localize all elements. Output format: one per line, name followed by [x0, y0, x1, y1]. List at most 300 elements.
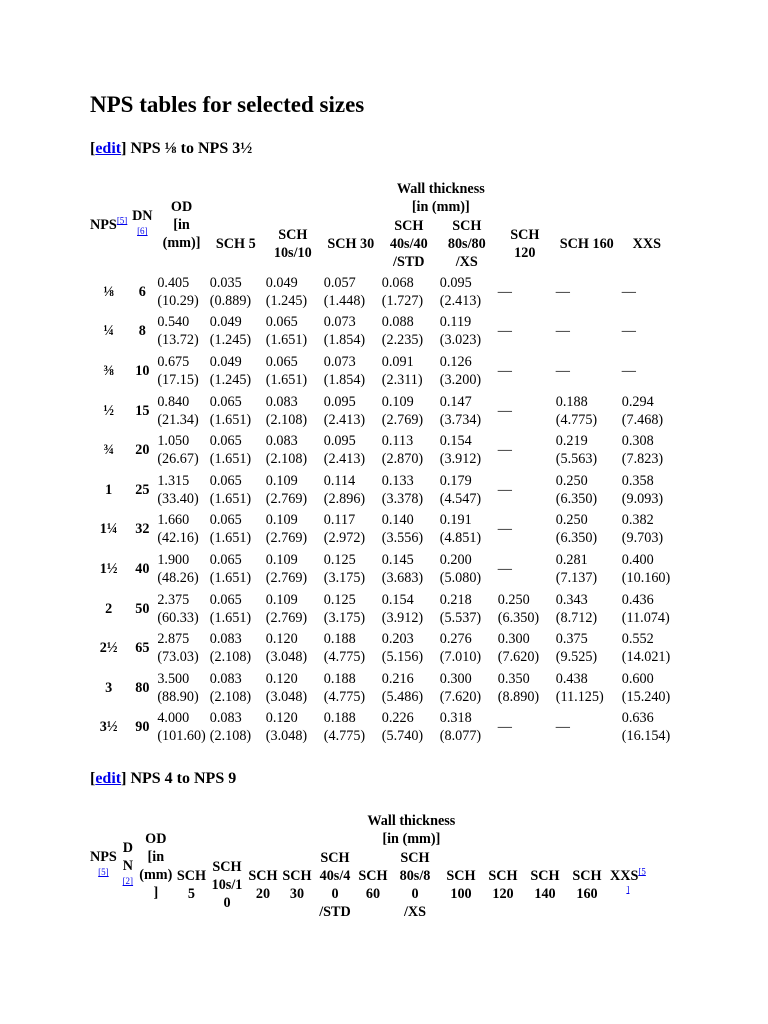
cell-text: 0.675: [157, 353, 190, 370]
cell-text: 0.318: [439, 710, 472, 727]
wall-thickness-cell: [380, 628, 438, 668]
cell-text: (9.093): [621, 490, 664, 507]
wall-thickness-cell: [554, 272, 620, 312]
cell-text: (3.683): [381, 569, 424, 586]
cell-text: 0.400: [621, 551, 654, 568]
cell-text: 0.109: [265, 512, 298, 529]
wall-thickness-cell: [380, 272, 438, 312]
dn-cell: 6: [138, 283, 146, 300]
header-text: [in (mm)]: [382, 831, 441, 847]
wall-thickness-cell: [438, 470, 496, 510]
header-text: /STD: [393, 254, 425, 270]
cell-text: (1.854): [323, 332, 366, 349]
cell-text: (3.200): [439, 371, 482, 388]
col-header-wall-thickness: [175, 810, 648, 848]
cell-text: 0.179: [439, 472, 472, 489]
nps-cell: 1½: [99, 560, 118, 577]
header-text: 120: [514, 245, 536, 261]
wall-thickness-cell: [208, 470, 264, 510]
header-text: [in: [147, 849, 165, 865]
table-row: [88, 470, 674, 510]
header-text: SCH: [488, 868, 518, 884]
dn-cell: 80: [135, 679, 150, 696]
wall-thickness-cell: [380, 391, 438, 431]
cell-text: 0.049: [265, 274, 298, 291]
cell-text: (7.010): [439, 649, 482, 666]
cell-text: (48.26): [157, 569, 199, 586]
cell-text: 0.636: [621, 710, 654, 727]
wall-thickness-cell: [554, 668, 620, 708]
wall-thickness-cell: [554, 391, 620, 431]
col-header-schedule: [608, 848, 648, 922]
cell-text: (1.448): [323, 292, 366, 309]
cell-text: (14.021): [621, 649, 671, 666]
cell-text: 0.276: [439, 631, 472, 648]
cell-text: (11.125): [555, 688, 604, 705]
header-text: [in (mm)]: [411, 199, 470, 215]
cell-text: —: [497, 323, 512, 340]
cell-text: (1.651): [265, 371, 308, 388]
wall-thickness-cell: [264, 470, 322, 510]
wall-thickness-cell: [620, 272, 674, 312]
cell-text: 0.250: [555, 512, 588, 529]
col-header-schedule: [438, 216, 496, 272]
header-text: 10s/10: [273, 245, 312, 261]
od-cell: [155, 430, 207, 470]
cell-text: (6.350): [555, 530, 598, 547]
cell-text: (1.651): [209, 451, 252, 468]
cell-text: (2.896): [323, 490, 366, 507]
wall-thickness-cell: [380, 312, 438, 352]
cell-text: —: [497, 481, 512, 498]
wall-thickness-cell: [620, 470, 674, 510]
cell-text: 0.438: [555, 670, 588, 687]
cell-text: 0.540: [157, 314, 190, 331]
cell-text: (8.712): [555, 609, 598, 626]
wall-thickness-cell: [322, 272, 380, 312]
wall-thickness-cell: [620, 351, 674, 391]
cell-text: (5.563): [555, 451, 598, 468]
cell-text: (88.90): [157, 688, 199, 705]
wall-thickness-cell: [208, 430, 264, 470]
od-cell: [155, 589, 207, 629]
cell-text: (1.651): [209, 569, 252, 586]
header-text: SCH: [278, 227, 308, 243]
cell-text: 0.109: [265, 551, 298, 568]
cell-text: (8.890): [497, 688, 540, 705]
wall-thickness-cell: [554, 470, 620, 510]
dn-cell: 65: [135, 640, 150, 657]
cell-text: (73.03): [157, 649, 199, 666]
wall-thickness-cell: [496, 470, 554, 510]
cell-text: 0.250: [497, 591, 530, 608]
cell-text: (2.108): [209, 649, 252, 666]
cell-text: 0.083: [209, 710, 242, 727]
cell-text: 0.350: [497, 670, 530, 687]
wall-thickness-cell: [208, 351, 264, 391]
cell-text: (4.775): [323, 688, 366, 705]
nps-cell: 1¼: [99, 521, 118, 538]
col-header-schedule: [554, 216, 620, 272]
col-header-schedule: [175, 848, 208, 922]
wall-thickness-cell: [438, 430, 496, 470]
header-text: /XS: [403, 904, 427, 920]
table-row: [88, 391, 674, 431]
section-title: NPS 4 to NPS 9: [130, 770, 237, 787]
wall-thickness-cell: [496, 708, 554, 748]
table-row: [88, 510, 674, 550]
cell-text: (11.074): [621, 609, 670, 626]
cell-text: 0.216: [381, 670, 414, 687]
ref-link[interactable]: [5]: [116, 215, 128, 226]
cell-text: 0.073: [323, 353, 356, 370]
cell-text: 0.065: [265, 314, 298, 331]
wall-thickness-cell: [620, 510, 674, 550]
header-text: [in: [173, 217, 190, 233]
cell-text: (15.240): [621, 688, 671, 705]
cell-text: (2.108): [209, 688, 252, 705]
cell-text: (101.60): [157, 728, 206, 745]
cell-text: —: [497, 362, 512, 379]
nps-cell: ⅛: [103, 283, 114, 300]
header-text: 10s/1: [211, 877, 243, 893]
cell-text: 0.083: [265, 393, 298, 410]
wall-thickness-cell: [438, 549, 496, 589]
wall-thickness-cell: [208, 549, 264, 589]
ref-text: [5: [638, 866, 646, 877]
header-text: SCH 30: [327, 236, 375, 252]
cell-text: 0.436: [621, 591, 654, 608]
cell-text: (2.413): [439, 292, 482, 309]
cell-text: 0.073: [323, 314, 356, 331]
wall-thickness-cell: [438, 510, 496, 550]
wall-thickness-cell: [208, 510, 264, 550]
header-text: 140: [534, 886, 556, 902]
wall-thickness-cell: [438, 312, 496, 352]
cell-text: 0.188: [555, 393, 588, 410]
nps-cell: 2: [105, 600, 113, 617]
wall-thickness-cell: [322, 628, 380, 668]
wall-thickness-cell: [264, 430, 322, 470]
header-text: N: [122, 858, 133, 874]
wall-thickness-cell: [322, 549, 380, 589]
col-header-od: [155, 178, 207, 272]
col-header-schedule: [390, 848, 440, 922]
header-text: 80s/80: [447, 236, 486, 252]
cell-text: (3.175): [323, 609, 366, 626]
cell-text: (42.16): [157, 530, 199, 547]
cell-text: —: [555, 323, 570, 340]
wall-thickness-cell: [438, 589, 496, 629]
cell-text: 0.600: [621, 670, 654, 687]
col-header-wall-thickness: [208, 178, 674, 216]
col-header-od: [137, 810, 175, 922]
cell-text: (2.108): [209, 728, 252, 745]
header-text: 30: [289, 886, 305, 902]
col-header-schedule: [440, 848, 482, 922]
cell-text: 0.145: [381, 551, 414, 568]
page-title: NPS tables for selected sizes: [90, 92, 365, 117]
cell-text: (3.912): [381, 609, 424, 626]
cell-text: (1.651): [209, 490, 252, 507]
cell-text: (1.651): [265, 332, 308, 349]
header-text: 40s/40: [389, 236, 428, 252]
cell-text: 0.188: [323, 710, 356, 727]
cell-text: (5.156): [381, 649, 424, 666]
header-text: Wall thickness: [396, 181, 485, 197]
cell-text: (8.077): [439, 728, 482, 745]
col-header-schedule: [356, 848, 390, 922]
cell-text: (7.823): [621, 451, 664, 468]
cell-text: 0.120: [265, 710, 298, 727]
cell-text: (5.080): [439, 569, 482, 586]
cell-text: (2.769): [265, 530, 308, 547]
cell-text: (1.651): [209, 530, 252, 547]
header-text: 100: [450, 886, 472, 902]
header-text: 0: [223, 895, 231, 911]
cell-text: 0.035: [209, 274, 242, 291]
cell-text: 0.065: [265, 353, 298, 370]
wall-thickness-cell: [438, 628, 496, 668]
wall-thickness-cell: [620, 430, 674, 470]
cell-text: (3.023): [439, 332, 482, 349]
cell-text: 0.154: [381, 591, 414, 608]
cell-text: (2.769): [265, 490, 308, 507]
cell-text: —: [497, 442, 512, 459]
cell-text: 0.049: [209, 314, 242, 331]
wall-thickness-cell: [380, 510, 438, 550]
cell-text: (17.15): [157, 371, 199, 388]
header-text: XXS: [632, 236, 661, 252]
cell-text: (10.29): [157, 292, 199, 309]
cell-text: (21.34): [157, 411, 199, 428]
cell-text: 0.203: [381, 631, 414, 648]
col-header-schedule: [380, 216, 438, 272]
wall-thickness-cell: [264, 628, 322, 668]
cell-text: (1.854): [323, 371, 366, 388]
wall-thickness-cell: [322, 708, 380, 748]
header-text: 20: [255, 886, 271, 902]
table-row: [88, 628, 674, 668]
header-text: SCH: [282, 868, 312, 884]
wall-thickness-cell: [380, 549, 438, 589]
cell-text: 0.065: [209, 512, 242, 529]
cell-text: 0.218: [439, 591, 472, 608]
wall-thickness-cell: [438, 351, 496, 391]
cell-text: 0.065: [209, 591, 242, 608]
ref-link[interactable]: [2]: [122, 876, 134, 886]
dn-cell: 32: [135, 521, 150, 538]
cell-text: (4.775): [323, 728, 366, 745]
cell-text: 0.840: [157, 393, 190, 410]
wall-thickness-cell: [438, 272, 496, 312]
header-text: SCH: [530, 868, 560, 884]
cell-text: 0.125: [323, 591, 356, 608]
cell-text: —: [497, 402, 512, 419]
cell-text: 0.049: [209, 353, 242, 370]
nps-cell: ½: [103, 402, 114, 419]
cell-text: 0.281: [555, 551, 588, 568]
cell-text: (2.413): [323, 451, 366, 468]
cell-text: (3.048): [265, 649, 308, 666]
cell-text: 0.120: [265, 670, 298, 687]
cell-text: (2.769): [265, 609, 308, 626]
cell-text: 0.117: [323, 512, 356, 529]
wall-thickness-cell: [322, 430, 380, 470]
od-cell: [155, 312, 207, 352]
wall-thickness-cell: [322, 470, 380, 510]
cell-text: 0.091: [381, 353, 414, 370]
cell-text: 0.109: [265, 472, 298, 489]
section-title: NPS ⅛ to NPS 3½: [130, 140, 253, 157]
cell-text: (3.048): [265, 688, 308, 705]
cell-text: 0.065: [209, 433, 242, 450]
wall-thickness-cell: [554, 510, 620, 550]
header-text: SCH 160: [559, 236, 614, 252]
cell-text: (5.486): [381, 688, 424, 705]
cell-text: (2.311): [381, 371, 423, 388]
wall-thickness-cell: [554, 708, 620, 748]
edit-link[interactable]: edit: [95, 770, 122, 787]
cell-text: (6.350): [555, 490, 598, 507]
cell-text: 0.065: [209, 393, 242, 410]
cell-text: 0.250: [555, 472, 588, 489]
cell-text: —: [621, 283, 636, 300]
header-text: 0: [411, 886, 419, 902]
cell-text: —: [497, 283, 512, 300]
cell-text: (1.245): [209, 371, 252, 388]
wall-thickness-cell: [264, 549, 322, 589]
cell-text: 0.109: [265, 591, 298, 608]
header-text: OD: [145, 831, 167, 847]
wall-thickness-cell: [620, 668, 674, 708]
cell-text: 0.083: [209, 670, 242, 687]
header-text: XXS: [609, 868, 639, 884]
cell-text: (3.912): [439, 451, 482, 468]
cell-text: 0.083: [209, 631, 242, 648]
header-text: SCH: [320, 850, 350, 866]
cell-text: (16.154): [621, 728, 671, 745]
cell-text: 0.191: [439, 512, 472, 529]
header-text: SCH: [510, 227, 540, 243]
wall-thickness-cell: [208, 668, 264, 708]
cell-text: 0.219: [555, 433, 588, 450]
cell-text: 1.900: [157, 551, 190, 568]
cell-text: 0.300: [439, 670, 472, 687]
col-header-schedule: [280, 848, 314, 922]
wall-thickness-cell: [496, 628, 554, 668]
cell-text: (7.620): [497, 649, 540, 666]
wall-thickness-cell: [438, 668, 496, 708]
header-text: (mm): [139, 867, 173, 883]
cell-text: 0.140: [381, 512, 414, 529]
col-header-schedule: [208, 216, 264, 272]
wall-thickness-cell: [620, 391, 674, 431]
dn-cell: 10: [135, 362, 150, 379]
wall-thickness-cell: [264, 312, 322, 352]
table-row: [88, 312, 674, 352]
wall-thickness-cell: [496, 312, 554, 352]
col-header-schedule: [496, 216, 554, 272]
cell-text: 0.200: [439, 551, 472, 568]
cell-text: (2.413): [323, 411, 366, 428]
cell-text: 0.308: [621, 433, 654, 450]
cell-text: (7.137): [555, 569, 598, 586]
header-text: /XS: [455, 254, 478, 270]
header-text: SCH: [400, 850, 430, 866]
cell-text: (3.734): [439, 411, 482, 428]
cell-text: 0.065: [209, 551, 242, 568]
cell-text: 4.000: [157, 710, 190, 727]
wall-thickness-cell: [322, 589, 380, 629]
cell-text: 0.083: [265, 433, 298, 450]
wall-thickness-cell: [554, 549, 620, 589]
cell-text: (13.72): [157, 332, 199, 349]
header-text: SCH: [358, 868, 388, 884]
header-text: 120: [492, 886, 514, 902]
cell-text: (0.889): [209, 292, 252, 309]
ref-link[interactable]: [5]: [98, 867, 109, 877]
wall-thickness-cell: [438, 391, 496, 431]
cell-text: 2.875: [157, 631, 190, 648]
cell-text: 0.405: [157, 274, 190, 291]
nps-cell: ⅜: [103, 362, 114, 379]
wall-thickness-cell: [620, 628, 674, 668]
cell-text: (4.775): [323, 649, 366, 666]
header-text: SCH: [452, 218, 482, 234]
cell-text: 0.147: [439, 393, 472, 410]
section-heading-2: [edit] NPS 4 to NPS 9: [90, 770, 237, 787]
dn-cell: 8: [138, 323, 146, 340]
cell-text: 1.660: [157, 512, 190, 529]
cell-text: (26.67): [157, 451, 199, 468]
cell-text: 0.120: [265, 631, 298, 648]
wall-thickness-cell: [322, 312, 380, 352]
edit-link[interactable]: edit: [95, 140, 122, 157]
wall-thickness-cell: [438, 708, 496, 748]
header-text: 40s/4: [319, 868, 351, 884]
cell-text: (1.651): [209, 411, 252, 428]
cell-text: 0.088: [381, 314, 414, 331]
cell-text: 0.188: [323, 670, 356, 687]
header-text: 0: [331, 886, 339, 902]
wall-thickness-cell: [554, 430, 620, 470]
wall-thickness-cell: [496, 430, 554, 470]
header-text: SCH 5: [215, 236, 256, 252]
header-text: SCH: [394, 218, 424, 234]
cell-text: 0.375: [555, 631, 588, 648]
cell-text: 0.057: [323, 274, 356, 291]
wall-thickness-cell: [322, 391, 380, 431]
dn-cell: 40: [135, 560, 150, 577]
wall-thickness-cell: [264, 668, 322, 708]
ref-link[interactable]: [6]: [137, 226, 148, 236]
cell-text: (9.703): [621, 530, 664, 547]
cell-text: 0.068: [381, 274, 414, 291]
header-text: 60: [365, 886, 381, 902]
wall-thickness-cell: [380, 430, 438, 470]
od-cell: [155, 351, 207, 391]
wall-thickness-cell: [496, 510, 554, 550]
header-text: Wall thickness: [367, 813, 456, 829]
col-header-dn: DN [6]: [132, 208, 153, 236]
cell-text: (4.851): [439, 530, 482, 547]
cell-text: —: [497, 521, 512, 538]
wall-thickness-cell: [380, 351, 438, 391]
header-text: OD: [170, 199, 193, 215]
header-text: 80s/8: [399, 868, 431, 884]
header-text: D: [122, 840, 133, 856]
